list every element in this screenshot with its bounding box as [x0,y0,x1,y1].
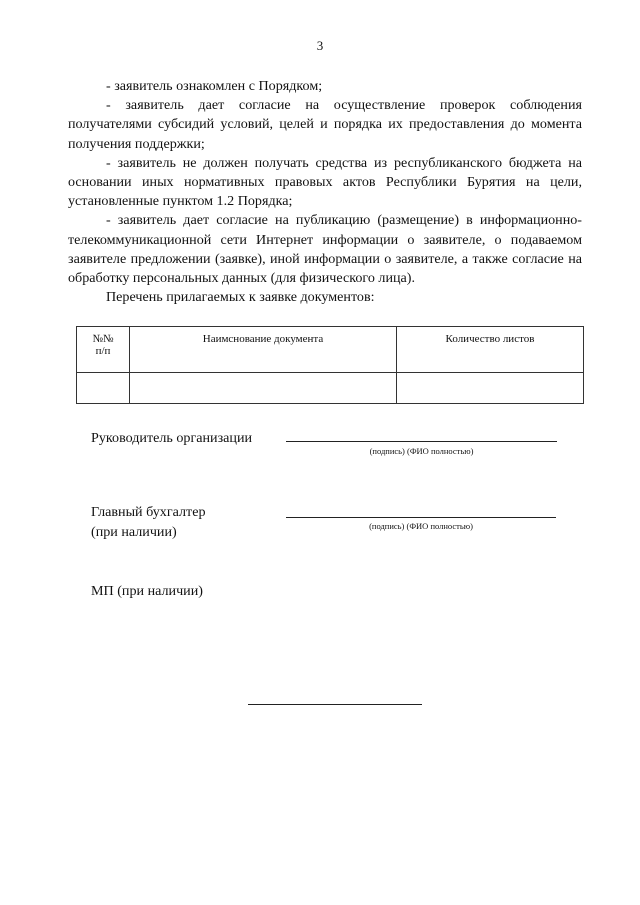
page-number: 3 [316,38,324,53]
accountant-signature-label: Главный бухгалтер [91,504,206,520]
table-row [77,373,584,404]
paragraph-no-budget-funds: - заявитель не должен получать средства из республиканского бюджета на основании иных нормативных правовых актов Республики Бурятия на цели, установленные пунктом 1.2 Порядка; [68,154,582,210]
cell-sheet-count [397,373,584,404]
head-signature-line [286,441,557,442]
end-of-document-line [248,704,422,705]
document-body [68,77,582,307]
paragraph-consent-checks: - заявитель дает согласие на осуществление проверок соблюдения получателями субсидий условий, целей и порядка их предоставления до момента получения поддержки; [68,97,582,152]
paragraph-acquainted: - заявитель ознакомлен с Порядком; [106,78,323,94]
stamp-placeholder: МП (при наличии) [91,583,203,599]
attached-documents-table [76,326,584,404]
cell-number [77,373,130,404]
cell-document-name [130,373,397,404]
table-header-row [77,327,584,373]
header-document-name: Наимснование документа [130,327,397,373]
head-signature-caption: (подпись) (ФИО полностью) [369,446,474,456]
head-signature-label: Руководитель организации [91,430,253,446]
header-number-label: №№ п/п [92,333,114,357]
paragraph-consent-publication: - заявитель дает согласие на публикацию (размещение) в информационно-телекоммуникационной сети Интернет информации о заявителе, о подаваемом заявителе предложении (заявке), иной информации о заявителе, а также согласие на обработку персональных данных (для физического лица). [68,212,582,287]
accountant-signature-note: (при наличии) [91,524,177,540]
header-number [77,327,130,373]
documents-list-heading: Перечень прилагаемых к заявке документов: [106,289,375,306]
accountant-signature-caption: (подпись) (ФИО полностью) [369,521,473,531]
header-sheet-count: Количество листов [397,327,584,373]
accountant-signature-line [286,517,556,518]
